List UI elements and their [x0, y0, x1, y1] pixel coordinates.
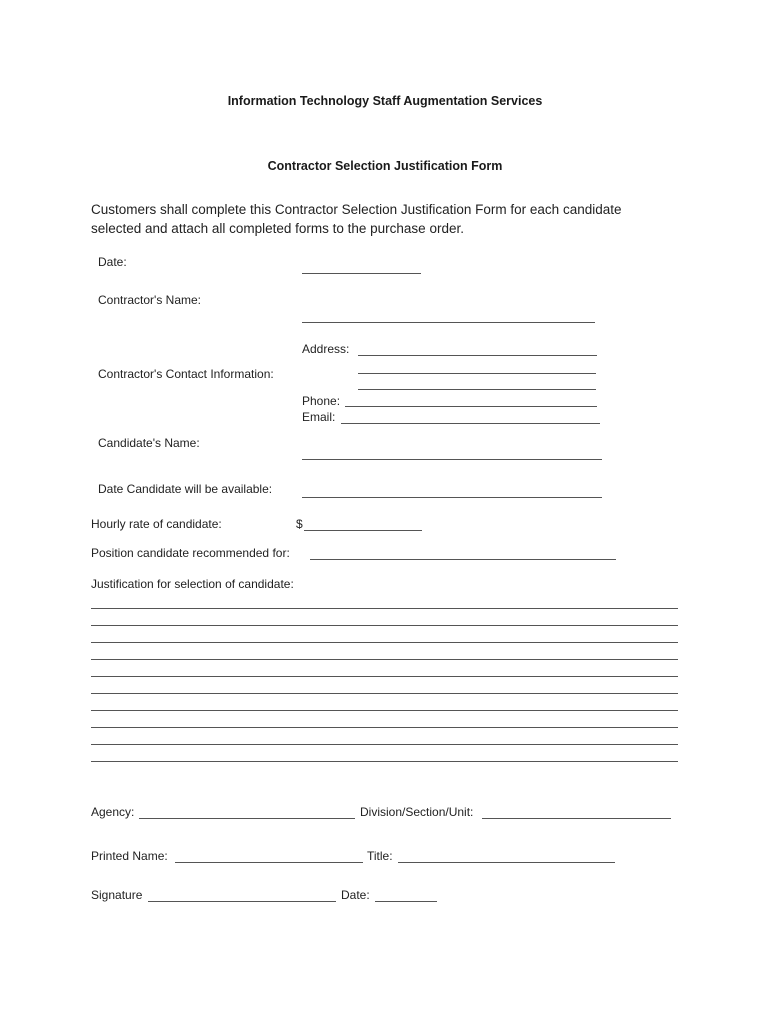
justification-line[interactable] [91, 727, 678, 728]
position-label: Position candidate recommended for: [91, 546, 290, 560]
date-available-label: Date Candidate will be available: [98, 482, 273, 496]
justification-line[interactable] [91, 625, 678, 626]
printed-name-label: Printed Name: [91, 849, 168, 863]
justification-line[interactable] [91, 761, 678, 762]
position-field[interactable] [310, 559, 616, 560]
contractor-name-label: Contractor's Name: [98, 293, 201, 307]
printed-name-field[interactable] [175, 862, 363, 863]
candidate-name-label: Candidate's Name: [98, 436, 200, 450]
contact-info-label: Contractor's Contact Information: [98, 367, 274, 381]
title-field[interactable] [398, 862, 615, 863]
justification-line[interactable] [91, 659, 678, 660]
agency-label: Agency: [91, 805, 135, 819]
title-label: Title: [367, 849, 393, 863]
date-label: Date: [98, 255, 127, 269]
justification-line[interactable] [91, 642, 678, 643]
justification-line[interactable] [91, 710, 678, 711]
justification-line[interactable] [91, 744, 678, 745]
agency-field[interactable] [139, 818, 355, 819]
email-field[interactable] [341, 423, 600, 424]
intro-line-1: Customers shall complete this Contractor Selection Justification Form for each candidate [91, 202, 622, 217]
signature-field[interactable] [148, 901, 336, 902]
address-label: Address: [302, 342, 350, 356]
form-title: Contractor Selection Justification Form [267, 159, 503, 173]
justification-line[interactable] [91, 693, 678, 694]
justification-label: Justification for selection of candidate: [91, 577, 294, 591]
email-label: Email: [302, 410, 336, 424]
date-available-field[interactable] [302, 497, 602, 498]
document-title: Information Technology Staff Augmentation Services [227, 94, 543, 108]
signature-date-label: Date: [341, 888, 370, 902]
address-field-1[interactable] [358, 355, 597, 356]
division-field[interactable] [482, 818, 671, 819]
phone-field[interactable] [345, 406, 597, 407]
phone-label: Phone: [302, 394, 341, 408]
signature-label: Signature [91, 888, 143, 902]
justification-line[interactable] [91, 608, 678, 609]
justification-line[interactable] [91, 676, 678, 677]
date-field[interactable] [302, 273, 421, 274]
address-field-3[interactable] [358, 389, 596, 390]
hourly-rate-label: Hourly rate of candidate: [91, 517, 222, 531]
division-label: Division/Section/Unit: [360, 805, 474, 819]
intro-line-2: selected and attach all completed forms to the purchase order. [91, 221, 464, 236]
currency-symbol: $ [296, 517, 303, 531]
hourly-rate-field[interactable] [304, 530, 422, 531]
address-field-2[interactable] [358, 373, 596, 374]
candidate-name-field[interactable] [302, 459, 602, 460]
contractor-name-field[interactable] [302, 322, 595, 323]
signature-date-field[interactable] [375, 901, 437, 902]
